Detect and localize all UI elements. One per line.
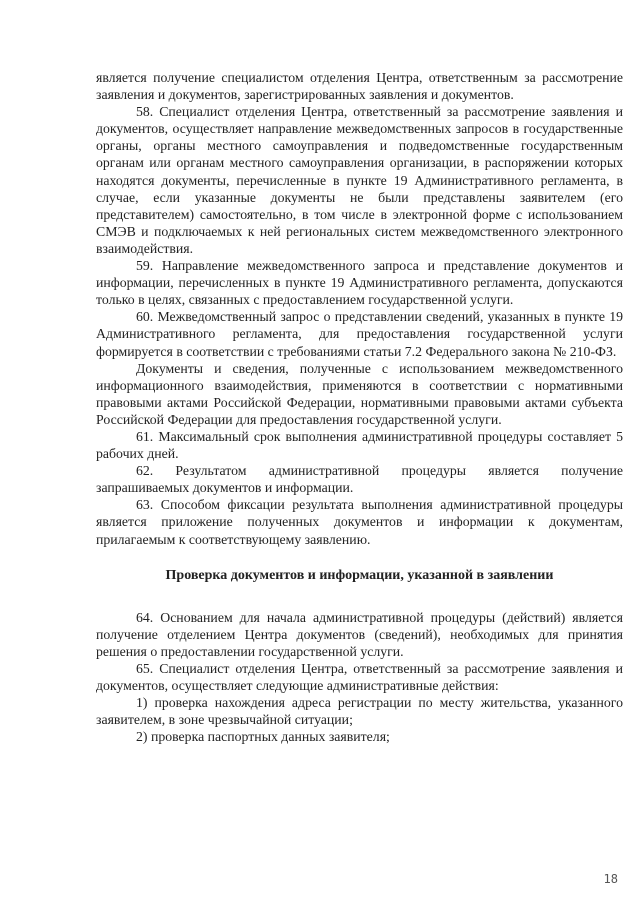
page-number: 18 bbox=[603, 872, 618, 886]
paragraph-62: 62. Результатом административной процедуры является получение запрашиваемых документов и информации. bbox=[96, 463, 623, 496]
section-heading: Проверка документов и информации, указанной в заявлении bbox=[165, 567, 554, 583]
paragraph-documents-and-info: Документы и сведения, полученные с использованием межведомственного информационного взаимодействия, применяются в соответствии с нормативными правовыми актами Российской Федерации, нормативными правовыми актами субъекта Российской Федерации для предоставления государственной услуги. bbox=[96, 360, 623, 427]
paragraph-65: 65. Специалист отделения Центра, ответственный за рассмотрение заявления и документов, осуществляет следующие административные действия: bbox=[96, 661, 623, 694]
paragraph-63: 63. Способом фиксации результата выполнения административной процедуры является приложение полученных документов и информации к документам, прилагаемым к соответствующему заявлению. bbox=[96, 497, 623, 547]
paragraph-60: 60. Межведомственный запрос о представлении сведений, указанных в пункте 19 Административного регламента, для предоставления государственной услуги формируется в соответствии с требованиями статьи 7.2 Федерального закона № 210-ФЗ. bbox=[96, 309, 623, 359]
document-body bbox=[96, 69, 623, 745]
list-item-2: 2) проверка паспортных данных заявителя; bbox=[136, 729, 390, 745]
paragraph-61: 61. Максимальный срок выполнения административной процедуры составляет 5 рабочих дней. bbox=[96, 428, 623, 462]
list-item-1: 1) проверка нахождения адреса регистрации по месту жительства, указанного заявителем, в зоне чрезвычайной ситуации; bbox=[96, 695, 623, 728]
paragraph-continuation: является получение специалистом отделения Центра, ответственным за рассмотрение заявления и документов, зарегистрированных заявления и документов. bbox=[96, 70, 623, 103]
paragraph-58: 58. Специалист отделения Центра, ответственный за рассмотрение заявления и документов, осуществляет направление межведомственных запросов в государственные органы, органы местного самоуправления и подведомственные государственным органам или органам местного самоуправления организации, в распоряжении которых находятся документы, перечисленные в пункте 19 Административного регламента, в случае, если указанные документы не были представлены заявителем (его представителем) самостоятельно, в том числе в электронной форме с использованием СМЭВ и подключаемых к ней региональных систем межведомственного электронного взаимодействия. bbox=[96, 104, 623, 256]
paragraph-64: 64. Основанием для начала административной процедуры (действий) является получение отделением Центра документов (сведений), необходимых для принятия решения о предоставлении государственной услуги. bbox=[96, 609, 623, 659]
paragraph-59: 59. Направление межведомственного запроса и представление документов и информации, перечисленных в пункте 19 Административного регламента, допускаются только в целях, связанных с предоставлением государственной услуги. bbox=[96, 258, 623, 308]
